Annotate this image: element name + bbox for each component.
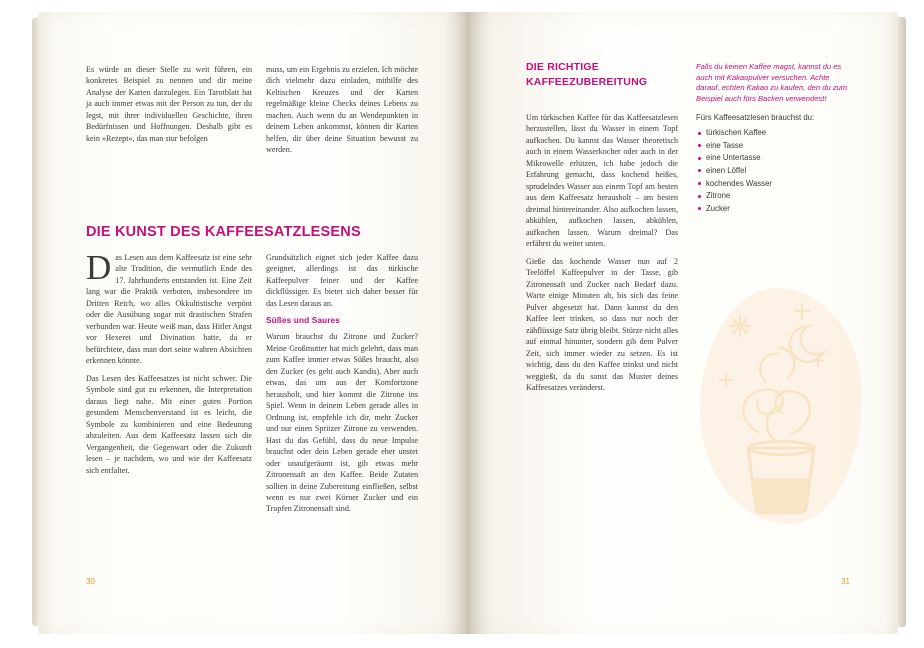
drop-cap: D — [86, 248, 112, 287]
ingredients-list — [696, 127, 848, 215]
paragraph-text: as Lesen aus dem Kaffeesatz ist eine sehr alte Tradition, die vermutlich Ende des 17. Jahrhunderts entstanden ist. Eine Zeit lang war die Praktik verboten, insbesondere im Dritten Reich, wo alles Okkultistische verpönt oder die Ausübung sogar mit drastischen Strafen verbunden war. Heute weiß man, dass Hitler Angst vor Hexerei und Divination hatte, da er befürchtete, dass man dort seine wahren Absichten erkennen könnte. — [86, 253, 252, 366]
ingredients-list-title: Fürs Kaffeesatzlesen brauchst du: — [696, 113, 815, 122]
coffee-cup-with-steam-illustration — [696, 282, 866, 532]
page-number-left: 30 — [86, 577, 95, 586]
list-item: kochendes Wasser — [706, 178, 848, 191]
paragraph: Das Lesen des Kaffeesatzes ist nicht schwer. Die Symbole sind gut zu erkennen, die Interpretation daraus liegt nahe. Mit einer guten Portion gesundem Menschenverstand ist es leicht, die Symbole zu kombinieren und eine Bedeutung abzuleiten. Aus dem Kaffeesatz lassen sich die Vergangenheit, die Gegenwart oder die Zukunft lesen – je nachdem, wo und wie der Kaffeesatz sich entfaltet. — [86, 373, 252, 475]
list-item: türkischen Kaffee — [706, 127, 848, 140]
page-number-right: 31 — [841, 577, 850, 586]
list-item: Zucker — [706, 203, 848, 216]
paragraph: Warum brauchst du Zitrone und Zucker? Meine Großmutter hat mich gelehrt, dass man zum Kaffee immer etwas Süßes braucht, also den Zucker (es geht auch Kandis). Aber auch etwas, das uns aus der Komfortzone herausholt, und hier kommt die Zitrone ins Spiel. Wenn in deinem Leben gerade alles in Ordnung ist, empfehle ich dir, mehr Zucker und nur einen Spritzer Zitrone zu verwenden. Hast du das Gefühl, dass du neue Impulse brauchst oder dein Leben gerade eher unstet oder unaufgeräumt ist, gib etwas mehr Zitronensaft an den Kaffee. Beide Zutaten sollten in deine Zubereitung einfließen, selbst wenn es nur zwei Körner Zucker und ein Tropfen Zitronensaft sind. — [266, 332, 418, 514]
left-page-column-1 — [86, 64, 252, 150]
right-page-column-1 — [526, 112, 678, 400]
sidebar-note-kakao: Falls du keinen Kaffee magst, kannst du es auch mit Kakaopulver versuchen. Achte darauf, echten Kakao zu kaufen, den du zum Beispiel auch fürs Backen verwendest! — [696, 62, 848, 103]
paragraph-with-dropcap — [86, 248, 252, 367]
paragraph: Es würde an dieser Stelle zu weit führen, ein konkretes Beispiel zu nennen und dir meine Analyse der Karten darzulegen. Ein Tarotblatt hat ja auch immer etwas mit der Person zu tun, der du legst, mit ihrer individuellen Geschichte, ihren Bedürfnissen und Hoffnungen. Deshalb gibt es kein »Rezept«, das man stur befolgen — [86, 65, 252, 143]
illustration-background-blob — [700, 288, 862, 524]
right-page-column-2 — [696, 112, 848, 215]
section-heading-kaffeesatzlesen: DIE KUNST DES KAFFEESATZLESENS — [86, 224, 361, 240]
left-page-body-column-1 — [86, 248, 252, 482]
list-item: eine Tasse — [706, 140, 848, 153]
left-page — [38, 12, 468, 634]
open-book — [38, 12, 898, 634]
paragraph: muss, um ein Ergebnis zu erzielen. Ich möchte dich vielmehr dazu einladen, mithilfe des Keltischen Kreuzes und der Karten regelmäßige kleine Checks deines Lebens zu machen. Auch wenn du an Wendepunkten in deinem Leben ankommst, können dir Karten helfen, dir über deine Situation bewusst zu werden. — [266, 65, 418, 155]
subheading-suesses-und-saures: Süßes und Saures — [266, 315, 340, 326]
list-item: einen Löffel — [706, 165, 848, 178]
left-page-body-column-2 — [266, 252, 418, 521]
paragraph: Um türkischen Kaffee für das Kaffeesatzlesen herzustellen, lässt du Wasser in einem Topf aufkochen. Du kannst das Wasser theoretisch auch in einem Wasserkocher oder auch in der Mikrowelle erhitzen, ich habe jedoch die Erfahrung gemacht, dass kochend heißes, sprudelndes Wasser aus einem Topf am besten aus dem Kaffeesatz herausholt – am besten dreimal hintereinander. Also aufkochen lassen, abkühlen, aufkochen lassen, abkühlen, aufkochen lassen. Warum dreimal? Das erfährst du weiter unten. — [526, 113, 678, 249]
section-heading-kaffeezubereitung: DIE RICHTIGE KAFFEEZUBEREITUNG — [526, 61, 648, 89]
right-page — [468, 12, 898, 634]
paragraph: Grundsätzlich eignet sich jeder Kaffee dazu geeignet, allerdings ist das türkische Kaffeepulver feiner und der Kaffee dickflüssiger. Es bietet sich daher besser für das Lesen daraus an. — [266, 253, 418, 308]
left-page-column-2 — [266, 64, 418, 162]
paragraph: Gieße das kochende Wasser nun auf 2 Teelöffel Kaffeepulver in der Tasse, gib Zitronensaft und Zucker nach Bedarf dazu. Warte einige Minuten ab, bis sich das feine Pulver abgesetzt hat. Dann kannst du den Kaffee leer trinken, so dass nur noch der zähflüssige Satz übrig bleibt. Stürze nicht alles auf einmal hinunter, sondern gib dem Pulver Zeit, sich immer wieder zu setzen. Es ist wichtig, dass du den Kaffee trinkst und nicht weggießt, da du sonst das Muster deines Kaffeesatzes veränderst. — [526, 256, 678, 393]
list-item: Zitrone — [706, 190, 848, 203]
list-item: eine Untertasse — [706, 152, 848, 165]
